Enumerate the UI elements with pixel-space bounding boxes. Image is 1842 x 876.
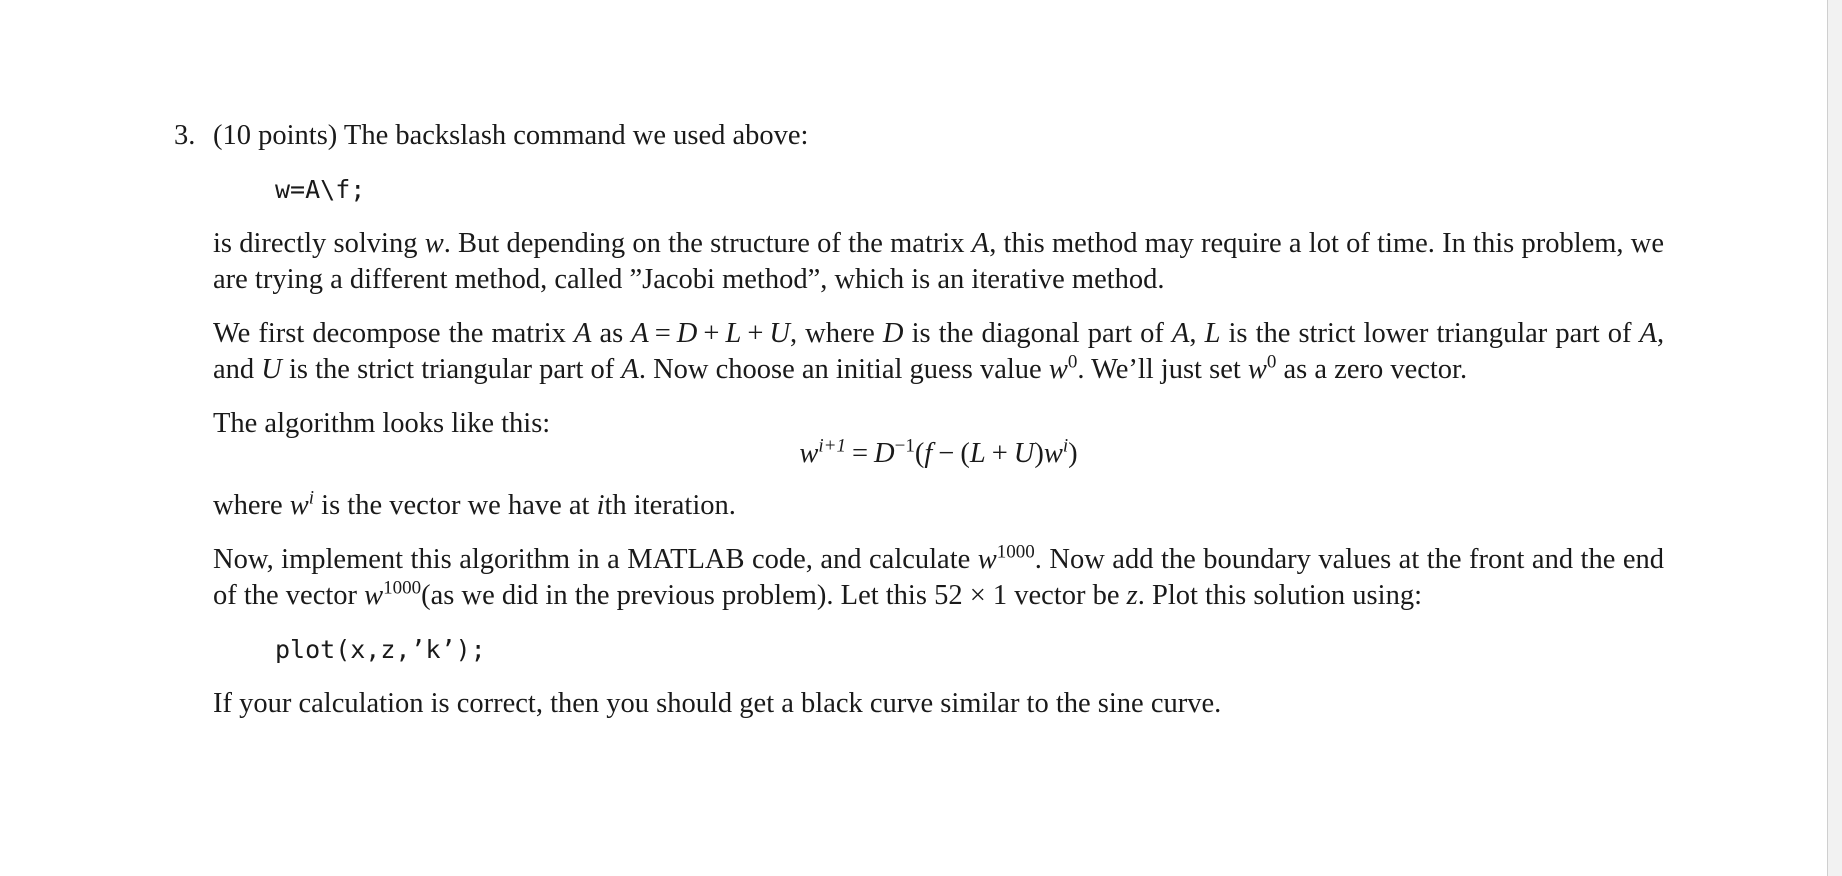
var-w: w	[424, 228, 444, 259]
code-plot: plot(x,z,’k’);	[275, 635, 486, 664]
vertical-scrollbar[interactable]	[1827, 0, 1842, 876]
problem-points: (10 points)	[213, 120, 338, 151]
problem-intro: The backslash command we used above:	[343, 120, 809, 151]
problem-3	[174, 118, 1664, 740]
problem-number: 3.	[174, 120, 196, 151]
paragraph-direct-solve: is directly solving w. But depending on the structure of the matrix A, this method may require a lot of time. In this problem, we are trying a different method, called ”Jacobi method”, which is an iterative method.	[213, 228, 1665, 295]
paragraph-algorithm-intro: The algorithm looks like this:	[213, 408, 551, 439]
paragraph-where: where $w^i$ is the vector we have at ith iteration.	[213, 487, 736, 521]
code-backslash: w=A\f;	[275, 175, 366, 204]
paragraph-conclusion: If your calculation is correct, then you should get a black curve similar to the sine curve.	[213, 688, 1222, 719]
var-A: A	[971, 228, 990, 259]
problem-heading	[174, 118, 1664, 154]
jacobi-equation: $w^{i+1} = D^{-1}(f - (L + U)w^i)$	[799, 435, 1078, 469]
paragraph-implement: Now, implement this algorithm in a MATLAB code, and calculate $w^{1000}$. Now add the boundary values at the front and the end of the vector $w^{1000}(as$ we did in the previous problem). Let this 52 × 1 vector be z. Plot this solution using:	[213, 541, 1665, 611]
paragraph-decomposition: We first decompose the matrix A as A = D + L + U, where D is the diagonal part of A, L is the strict lower triangular part of A, and U is the strict triangular part of A. Now choose an initial guess value $w^0$. We’ll just set $w^0$ as a zero vector.	[213, 318, 1665, 385]
